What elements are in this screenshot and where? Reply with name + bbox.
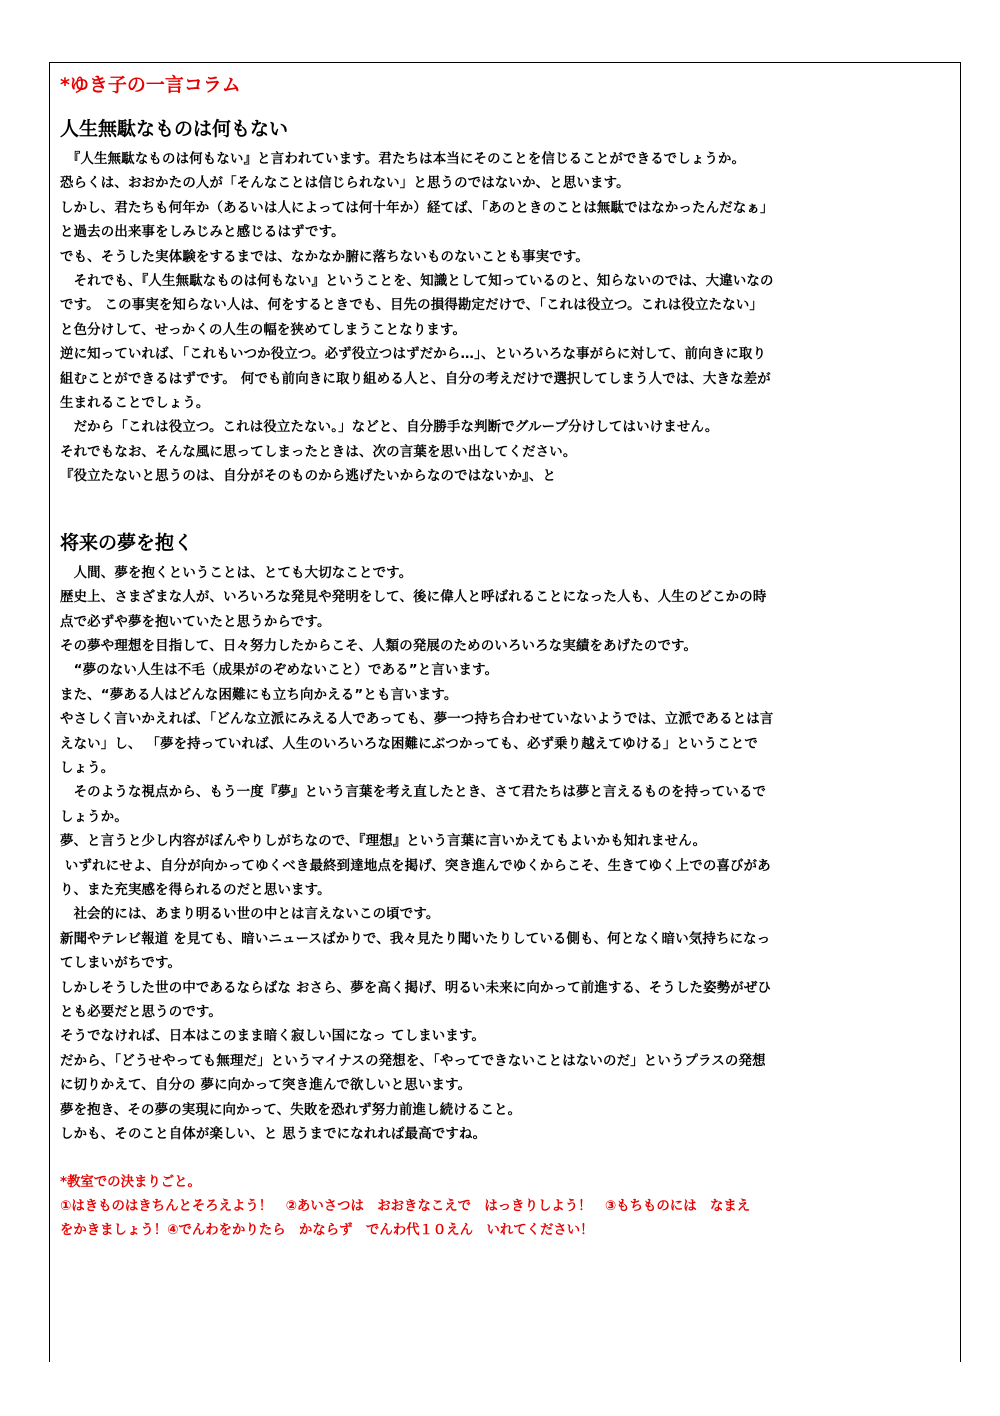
column-title: *ゆき子の一言コラム: [60, 74, 241, 96]
text-line: しかしそうした世の中であるならばな おさら、夢を高く掲げ、明るい未来に向かって前進する、そうした姿勢がぜひ: [60, 980, 772, 996]
classroom-rules: [60, 1171, 955, 1243]
text-line: 組むことができるはずです。 何でも前向きに取り組める人と、自分の考えだけで選択してしまう人では、大きな差が: [60, 371, 771, 387]
text-line: です。 この事実を知らない人は、何をするときでも、目先の損得勘定だけで、「これは役立つ。これは役立たない」: [60, 298, 763, 314]
section-dream: [60, 530, 955, 1148]
text-line: しょう。: [60, 760, 115, 776]
text-line: だから、「どうせやっても無理だ」というマイナスの発想を、「やってできないことはないのだ」というプラスの発想: [60, 1053, 766, 1069]
text-line: その夢や理想を目指して、日々努力したからこそ、人類の発展のためのいろいろな実績をあげたのです。: [60, 638, 698, 654]
text-line: しかも、そのこと自体が楽しい、と 思うまでになれれば最高ですね。: [60, 1127, 487, 1143]
text-line: そのような視点から、もう一度『夢』という言葉を考え直したとき、さて君たちは夢と言えるものを持っているで: [60, 785, 767, 801]
text-line: だから「これは役立つ。これは役立たない。」などと、自分勝手な判断でグループ分けしてはいけません。: [60, 420, 719, 436]
text-line: しかし、君たちも何年か（あるいは人によっては何十年か）経てば、「あのときのことは無駄ではなかったんだなぁ」: [60, 200, 774, 216]
text-line: そうでなければ、日本はこのまま暗く寂しい国になっ てしまいます。: [60, 1029, 486, 1045]
text-line: 点で必ずや夢を抱いていたと思うからです。: [60, 614, 331, 630]
text-line: 社会的には、あまり明るい世の中とは言えないこの頃です。: [60, 907, 440, 923]
text-line: 夢を抱き、その夢の実現に向かって、失敗を恐れず努力前進し続けること。: [60, 1102, 522, 1118]
text-line: やさしく言いかえれば、「どんな立派にみえる人であっても、夢一つ持ち合わせていないようでは、立派であるとは言: [60, 712, 774, 728]
text-line: それでもなお、そんな風に思ってしまったときは、次の言葉を思い出してください。: [60, 444, 577, 460]
text-line: に切りかえて、自分の 夢に向かって突き進んで欲しいと思います。: [60, 1078, 472, 1094]
text-line: と過去の出来事をしみじみと感じるはずです。: [60, 225, 345, 241]
text-line: 『人生無駄なものは何もない』と言われています。君たちは本当にそのことを信じることができるでしょうか。: [60, 152, 746, 167]
text-line: とも必要だと思うのです。: [60, 1005, 223, 1020]
rules-title: *教室での決まりごと。: [60, 1175, 201, 1191]
text-line: ①はきものはきちんとそろえよう！ ②あいさつは おおきなこえで はっきりしよう！ ③もちものには なまえ: [60, 1199, 751, 1215]
text-line: 『役立たないと思うのは、自分がそのものから逃げたいからなのではないか』、と: [60, 469, 557, 485]
text-line: 生まれることでしょう。: [60, 396, 210, 412]
text-line: “夢のない人生は不毛（成果がのぞめないこと）である”と言います。: [60, 663, 499, 679]
section-heading: 将来の夢を抱く: [60, 531, 194, 554]
section-body: [60, 562, 955, 1148]
section-body: [60, 148, 955, 490]
text-line: 恐らくは、おおかたの人が「そんなことは信じられない」と思うのではないか、と思います。: [60, 176, 630, 192]
text-line: 人間、夢を抱くということは、とても大切なことです。: [60, 565, 413, 581]
text-line: り、また充実感を得られるのだと思います。: [60, 882, 331, 898]
text-line: でも、そうした実体験をするまでは、なかなか腑に落ちないものないことも事実です。: [60, 249, 589, 265]
text-line: 逆に知っていれば、「これもいつか役立つ。必ず役立つはずだから…」、といろいろな事がらに対して、前向きに取り: [60, 347, 767, 363]
section-life: [60, 116, 955, 490]
text-line: をかきましょう！④でんわをかりたら かならず でんわ代１０えん いれてください！: [60, 1223, 594, 1239]
document-body: [60, 72, 955, 1243]
text-line: 歴史上、さまざまな人が、いろいろな発見や発明をして、後に偉人と呼ばれることになった人も、人生のどこかの時: [60, 590, 767, 606]
text-line: 夢、と言うと少し内容がぼんやりしがちなので、『理想』という言葉に言いかえてもよいかも知れません。: [60, 834, 707, 850]
text-line: 新聞やテレビ報道 を見ても、暗いニュースばかりで、我々見たり聞いたりしている側も、何となく暗い気持ちになっ: [60, 931, 771, 947]
text-line: いずれにせよ、自分が向かってゆくべき最終到達地点を掲げ、突き進んでゆくからこそ、生きてゆく上での喜びがあ: [60, 858, 771, 874]
text-line: えない」し、 「夢を持っていれば、人生のいろいろな困難にぶつかっても、必ず乗り越えてゆける」ということで: [60, 736, 758, 752]
text-line: てしまいがちです。: [60, 956, 182, 972]
rules-lines: [60, 1195, 955, 1243]
text-line: また、“夢ある人はどんな困難にも立ち向かえる”とも言います。: [60, 687, 458, 703]
text-line: しょうか。: [60, 809, 128, 825]
text-line: と色分けして、せっかくの人生の幅を狭めてしまうことなります。: [60, 322, 467, 338]
section-heading: 人生無駄なものは何もない: [60, 118, 289, 140]
text-line: それでも、『人生無駄なものは何もない』ということを、知識として知っているのと、知らないのでは、大違いなの: [60, 274, 774, 290]
